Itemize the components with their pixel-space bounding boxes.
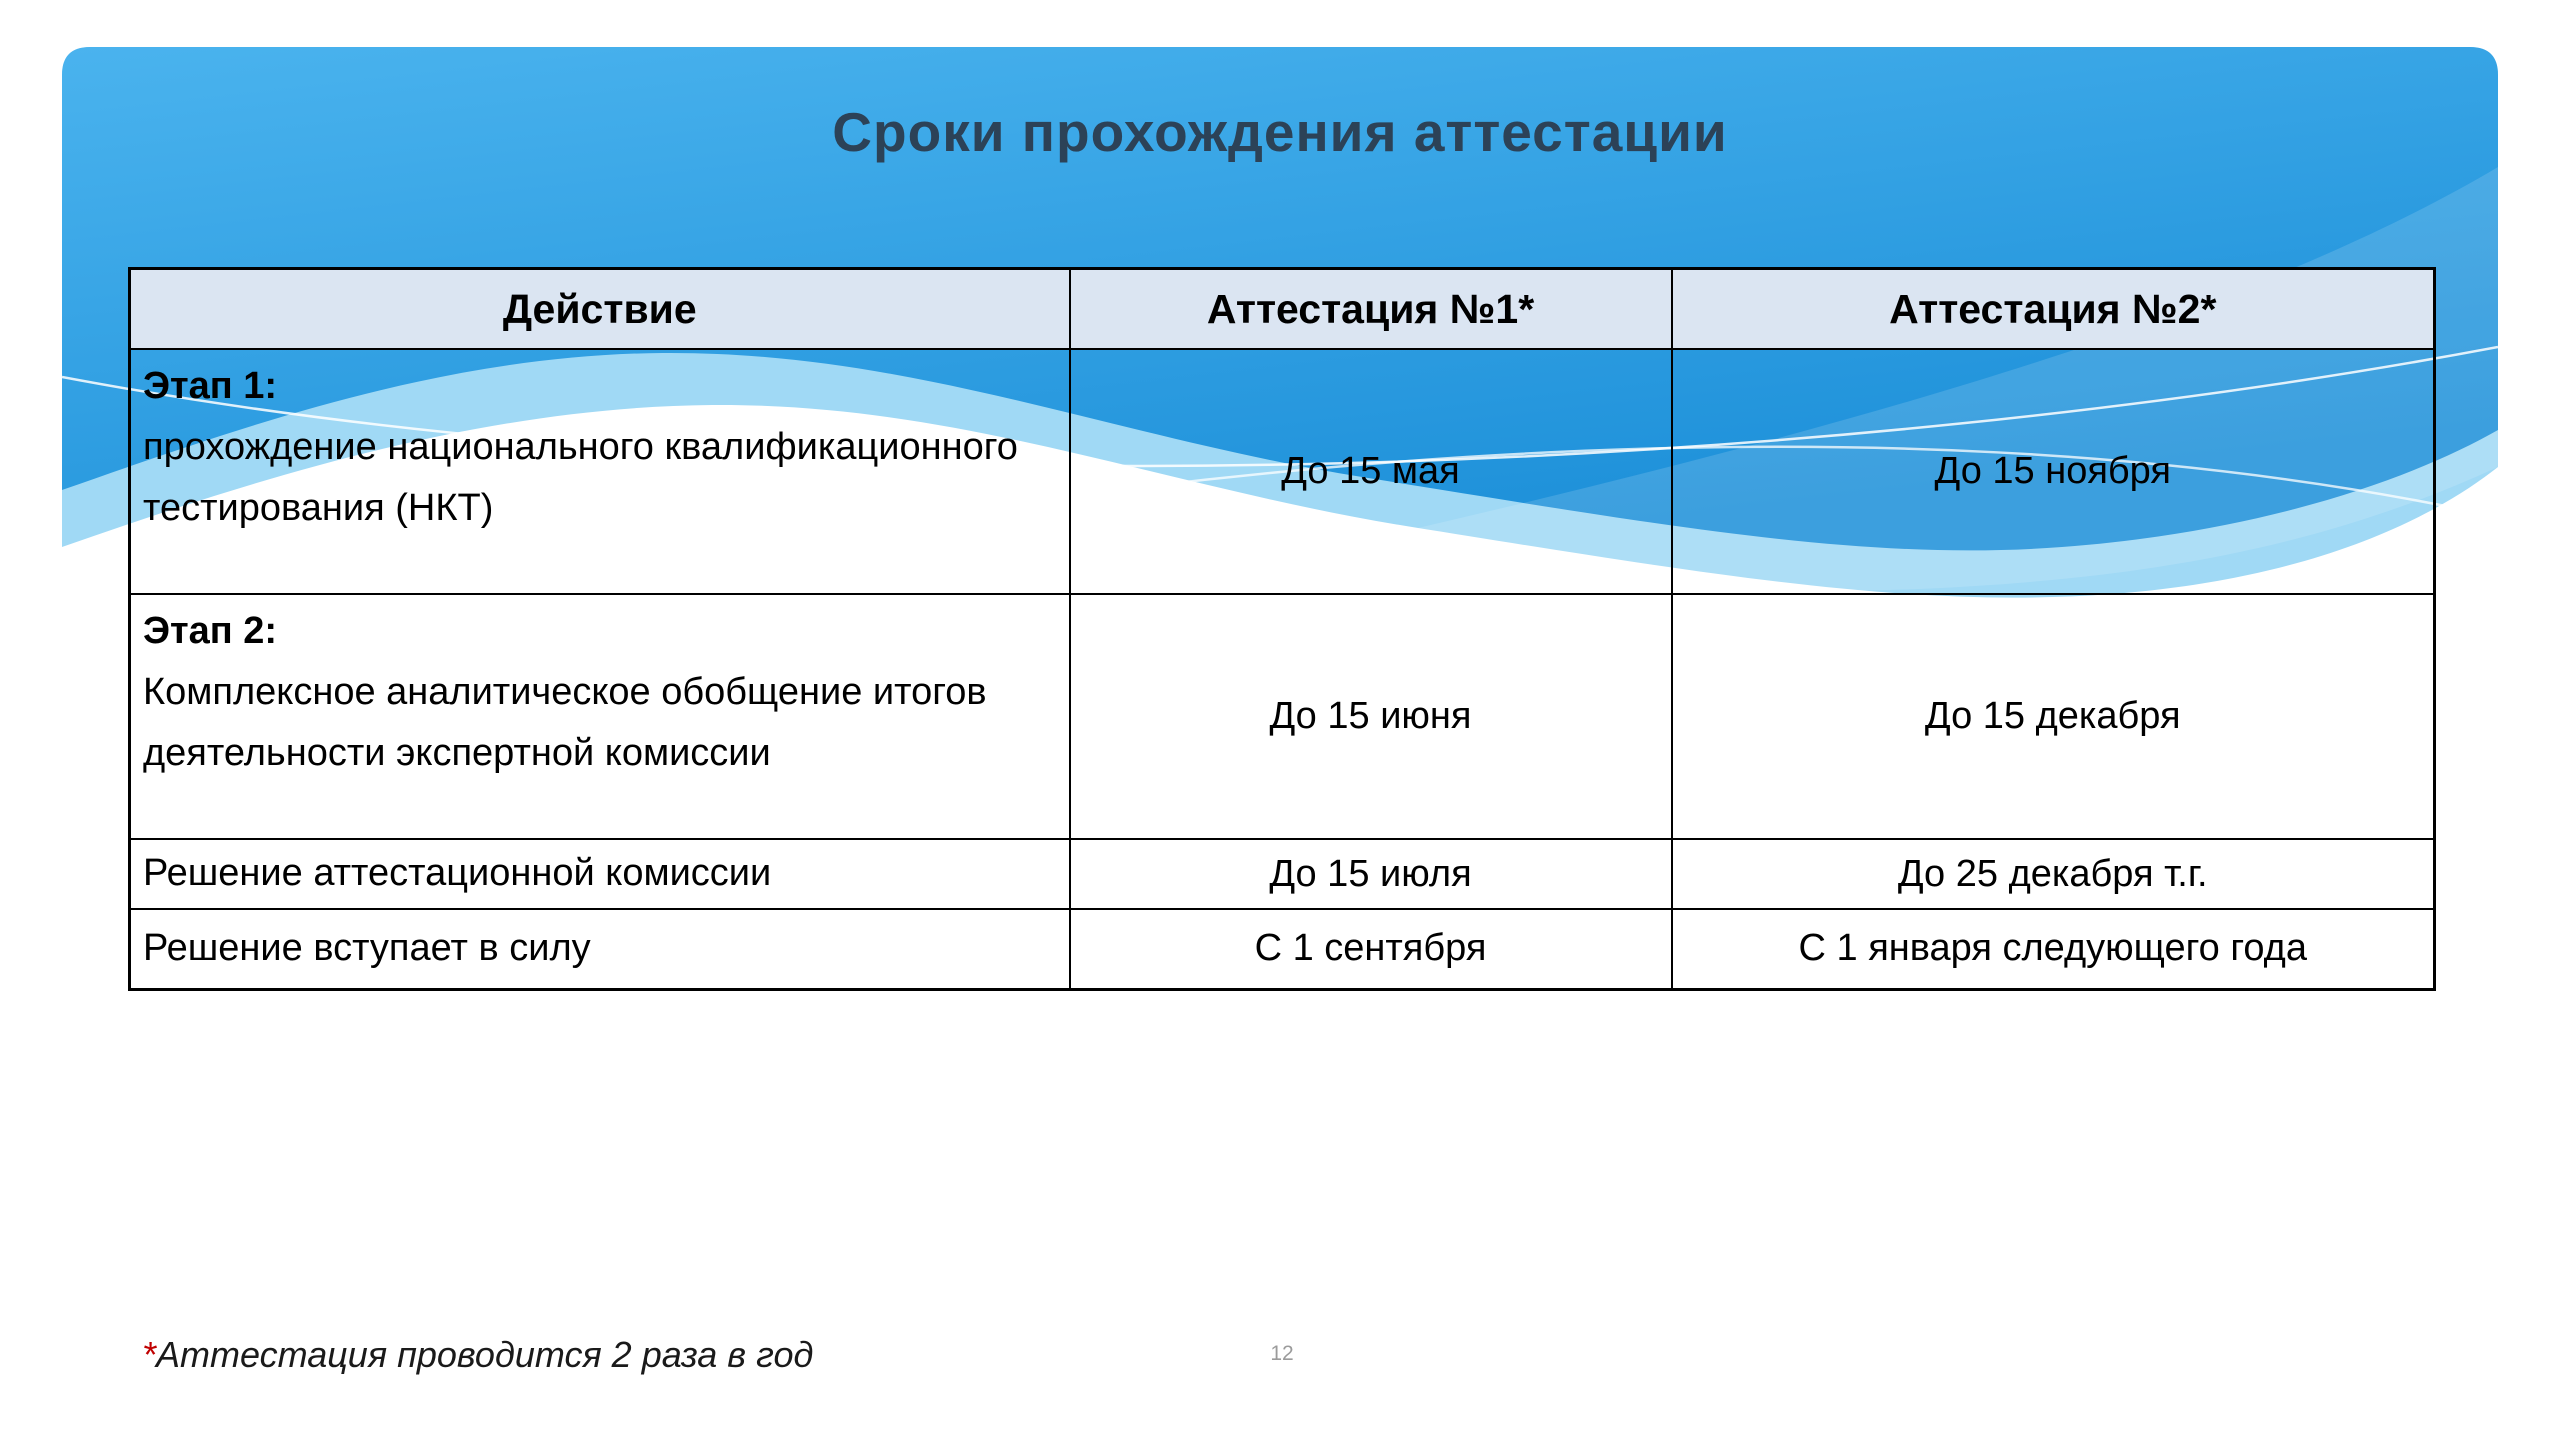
stage-1-label: Этап 1: [143, 365, 278, 407]
table-row-commission-decision [130, 839, 2435, 909]
table-header-row [130, 269, 2435, 350]
cell-action-effective [130, 909, 1070, 989]
stage-2-label: Этап 2: [143, 610, 278, 652]
cell-att2-stage-1: До 15 ноября [1672, 349, 2435, 594]
cell-action-stage-1 [130, 349, 1070, 594]
cell-att1-stage-2: До 15 июня [1070, 594, 1672, 839]
stage-1-description: прохождение национального квалификационного тестирования (НКТ) [143, 425, 1018, 529]
table-row-decision-effective [130, 909, 2435, 989]
table-row-stage-2 [130, 594, 2435, 839]
attestation-schedule-table [128, 267, 2436, 991]
cell-att1-stage-1: До 15 мая [1070, 349, 1672, 594]
footnote-asterisk: * [142, 1334, 157, 1375]
cell-att1-decision: До 15 июля [1070, 839, 1672, 909]
header-attestation-1: Аттестация №1* [1070, 269, 1672, 350]
effective-description: Решение вступает в силу [143, 926, 591, 969]
footnote [142, 1334, 813, 1376]
stage-2-description: Комплексное аналитическое обобщение итогов деятельности экспертной комиссии [143, 670, 987, 774]
cell-att2-decision: До 25 декабря т.г. [1672, 839, 2435, 909]
cell-att2-stage-2: До 15 декабря [1672, 594, 2435, 839]
footnote-text: Аттестация проводится 2 раза в год [156, 1334, 814, 1375]
slide-title: Сроки прохождения аттестации [832, 101, 1728, 163]
cell-att2-effective: С 1 января следующего года [1672, 909, 2435, 989]
table-row-stage-1 [130, 349, 2435, 594]
cell-action-stage-2 [130, 594, 1070, 839]
page-number: 12 [1270, 1342, 1294, 1365]
cell-att1-effective: С 1 сентября [1070, 909, 1672, 989]
header-attestation-2: Аттестация №2* [1672, 269, 2435, 350]
cell-action-decision [130, 839, 1070, 909]
header-action: Действие [130, 269, 1070, 350]
decision-description: Решение аттестационной комиссии [143, 852, 772, 895]
